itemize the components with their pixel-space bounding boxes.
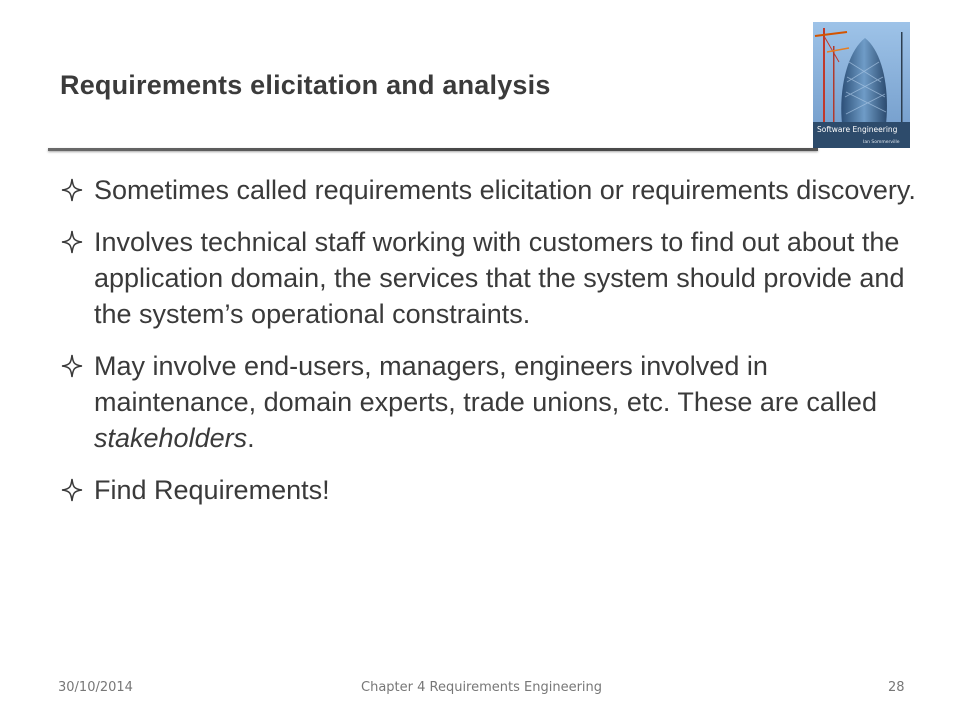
bullet-text-after: . (247, 423, 255, 453)
slide-title: Requirements elicitation and analysis (60, 70, 551, 100)
four-point-star-icon (60, 353, 84, 379)
list-item (60, 348, 920, 456)
footer-date: 30/10/2014 (58, 680, 133, 695)
bullet-text: Find Requirements! (94, 475, 330, 505)
list-item (60, 224, 920, 332)
four-point-star-icon (60, 229, 84, 255)
list-item (60, 472, 920, 508)
stakeholders-term: stakeholders (94, 423, 248, 453)
list-item (60, 172, 920, 208)
bullet-text-before: May involve end-users, managers, engineers involved in maintenance, domain experts, trade unions, etc. These are called (94, 351, 877, 417)
title-divider (48, 148, 818, 151)
footer-page-number: 28 (888, 680, 905, 695)
gherkin-building-illustration (813, 22, 910, 148)
four-point-star-icon (60, 177, 84, 203)
four-point-star-icon (60, 477, 84, 503)
bullet-text: Involves technical staff working with customers to find out about the application domain, the services that the system should provide and the system’s operational constraints. (94, 227, 905, 329)
book-title-text: Software Engineering (817, 125, 898, 134)
bullet-text: Sometimes called requirements elicitation or requirements discovery. (94, 175, 916, 205)
book-author-text: Ian Sommerville (863, 140, 900, 145)
bullet-list (60, 172, 920, 524)
book-cover-image (813, 22, 910, 148)
bullet-text (94, 351, 877, 453)
footer-chapter: Chapter 4 Requirements Engineering (361, 680, 603, 695)
